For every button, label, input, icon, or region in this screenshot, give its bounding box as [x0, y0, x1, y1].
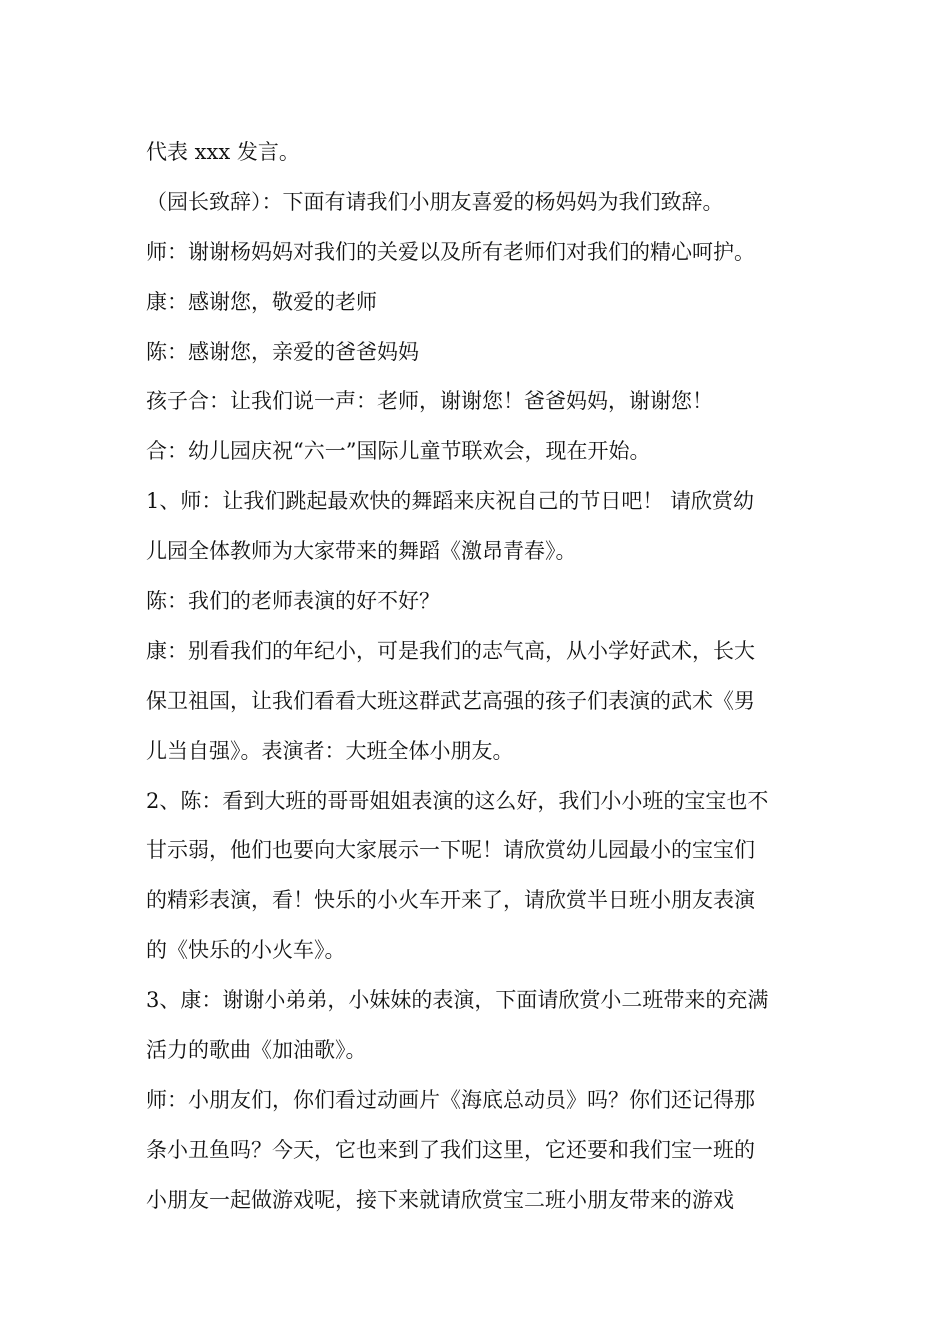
text-line: 师：谢谢杨妈妈对我们的关爱以及所有老师们对我们的精心呵护。	[146, 239, 755, 264]
text-line: （园长致辞）：下面有请我们小朋友喜爱的杨妈妈为我们致辞。	[146, 189, 724, 214]
text-line: 2、陈：看到大班的哥哥姐姐表演的这么好，我们小小班的宝宝也不	[146, 788, 769, 813]
text-line: 康：别看我们的年纪小，可是我们的志气高，从小学好武术，长大	[146, 638, 755, 663]
text-line: 合：幼儿园庆祝“六一”国际儿童节联欢会，现在开始。	[146, 439, 651, 464]
text-line: 保卫祖国，让我们看看大班这群武艺高强的孩子们表演的武术《男	[146, 688, 755, 713]
text-line: 孩子合：让我们说一声：老师，谢谢您！爸爸妈妈，谢谢您！	[146, 389, 713, 414]
text-line: 条小丑鱼吗？今天，它也来到了我们这里，它还要和我们宝一班的	[146, 1137, 755, 1162]
document-body	[146, 128, 811, 1226]
text-line: 儿园全体教师为大家带来的舞蹈《激昂青春》。	[146, 539, 577, 564]
text-line: 1、师：让我们跳起最欢快的舞蹈来庆祝自己的节日吧！ 请欣赏幼	[146, 489, 755, 514]
text-line: 师：小朋友们，你们看过动画片《海底总动员》吗？你们还记得那	[146, 1087, 755, 1112]
text-line: 康：感谢您，敬爱的老师	[146, 289, 377, 314]
text-line: 的《快乐的小火车》。	[146, 938, 346, 963]
text-line: 陈：感谢您，亲爱的爸爸妈妈	[146, 339, 419, 364]
text-line: 甘示弱，他们也要向大家展示一下呢！请欣赏幼儿园最小的宝宝们	[146, 838, 755, 863]
text-line: 的精彩表演，看！快乐的小火车开来了，请欣赏半日班小朋友表演	[146, 888, 755, 913]
text-line: 3、康：谢谢小弟弟，小妹妹的表演，下面请欣赏小二班带来的充满	[146, 988, 769, 1013]
text-line: 陈：我们的老师表演的好不好？	[146, 589, 440, 614]
text-line: 代表 xxx 发言。	[146, 140, 300, 164]
text-line: 活力的歌曲《加油歌》。	[146, 1038, 367, 1063]
text-line: 儿当自强》。表演者：大班全体小朋友。	[146, 738, 514, 763]
text-line: 小朋友一起做游戏呢，接下来就请欣赏宝二班小朋友带来的游戏	[146, 1187, 734, 1212]
